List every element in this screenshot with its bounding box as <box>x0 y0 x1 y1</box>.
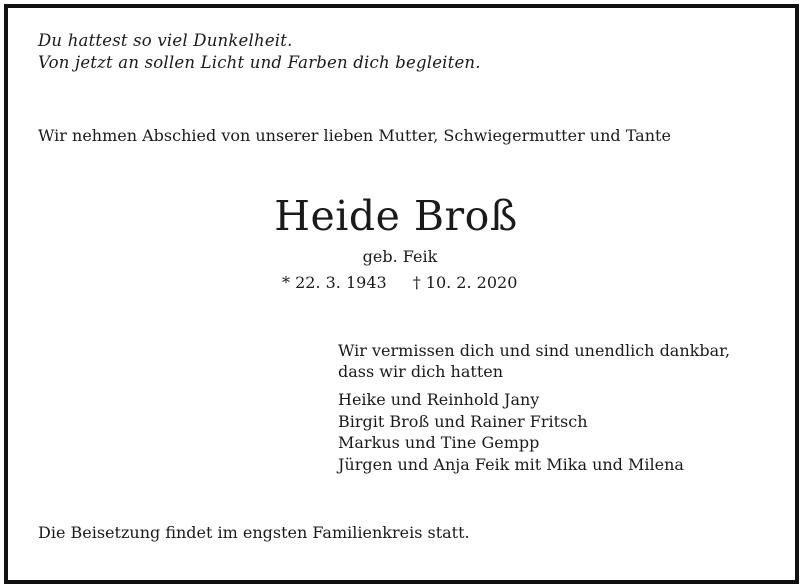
survivors-list <box>338 389 684 475</box>
thanks-line: Wir vermissen dich und sind unendlich dankbar, <box>338 341 731 360</box>
birth-name: geb. Feik <box>362 247 438 266</box>
farewell-intro: Wir nehmen Abschied von unserer lieben Mutter, Schwiegermutter und Tante <box>38 126 671 145</box>
death-date: † 10. 2. 2020 <box>412 273 518 292</box>
thanks-line: dass wir dich hatten <box>338 362 504 381</box>
deceased-name: Heide Broß <box>274 192 518 240</box>
birth-date: * 22. 3. 1943 <box>282 273 387 292</box>
obituary-quote <box>38 30 481 74</box>
thanks-message <box>338 340 730 382</box>
funeral-note: Die Beisetzung findet im engsten Familienkreis statt. <box>38 523 470 542</box>
survivor-entry: Markus und Tine Gempp <box>338 433 540 452</box>
survivor-entry: Birgit Broß und Rainer Fritsch <box>338 411 588 431</box>
quote-line: Du hattest so viel Dunkelheit. <box>38 31 293 50</box>
obituary-border <box>4 4 799 584</box>
survivor-entry: Heike und Reinhold Jany <box>338 390 540 409</box>
survivor-entry: Jürgen und Anja Feik mit Mika und Milena <box>338 454 684 474</box>
life-dates <box>282 272 517 294</box>
quote-line: Von jetzt an sollen Licht und Farben dich begleiten. <box>38 53 481 72</box>
